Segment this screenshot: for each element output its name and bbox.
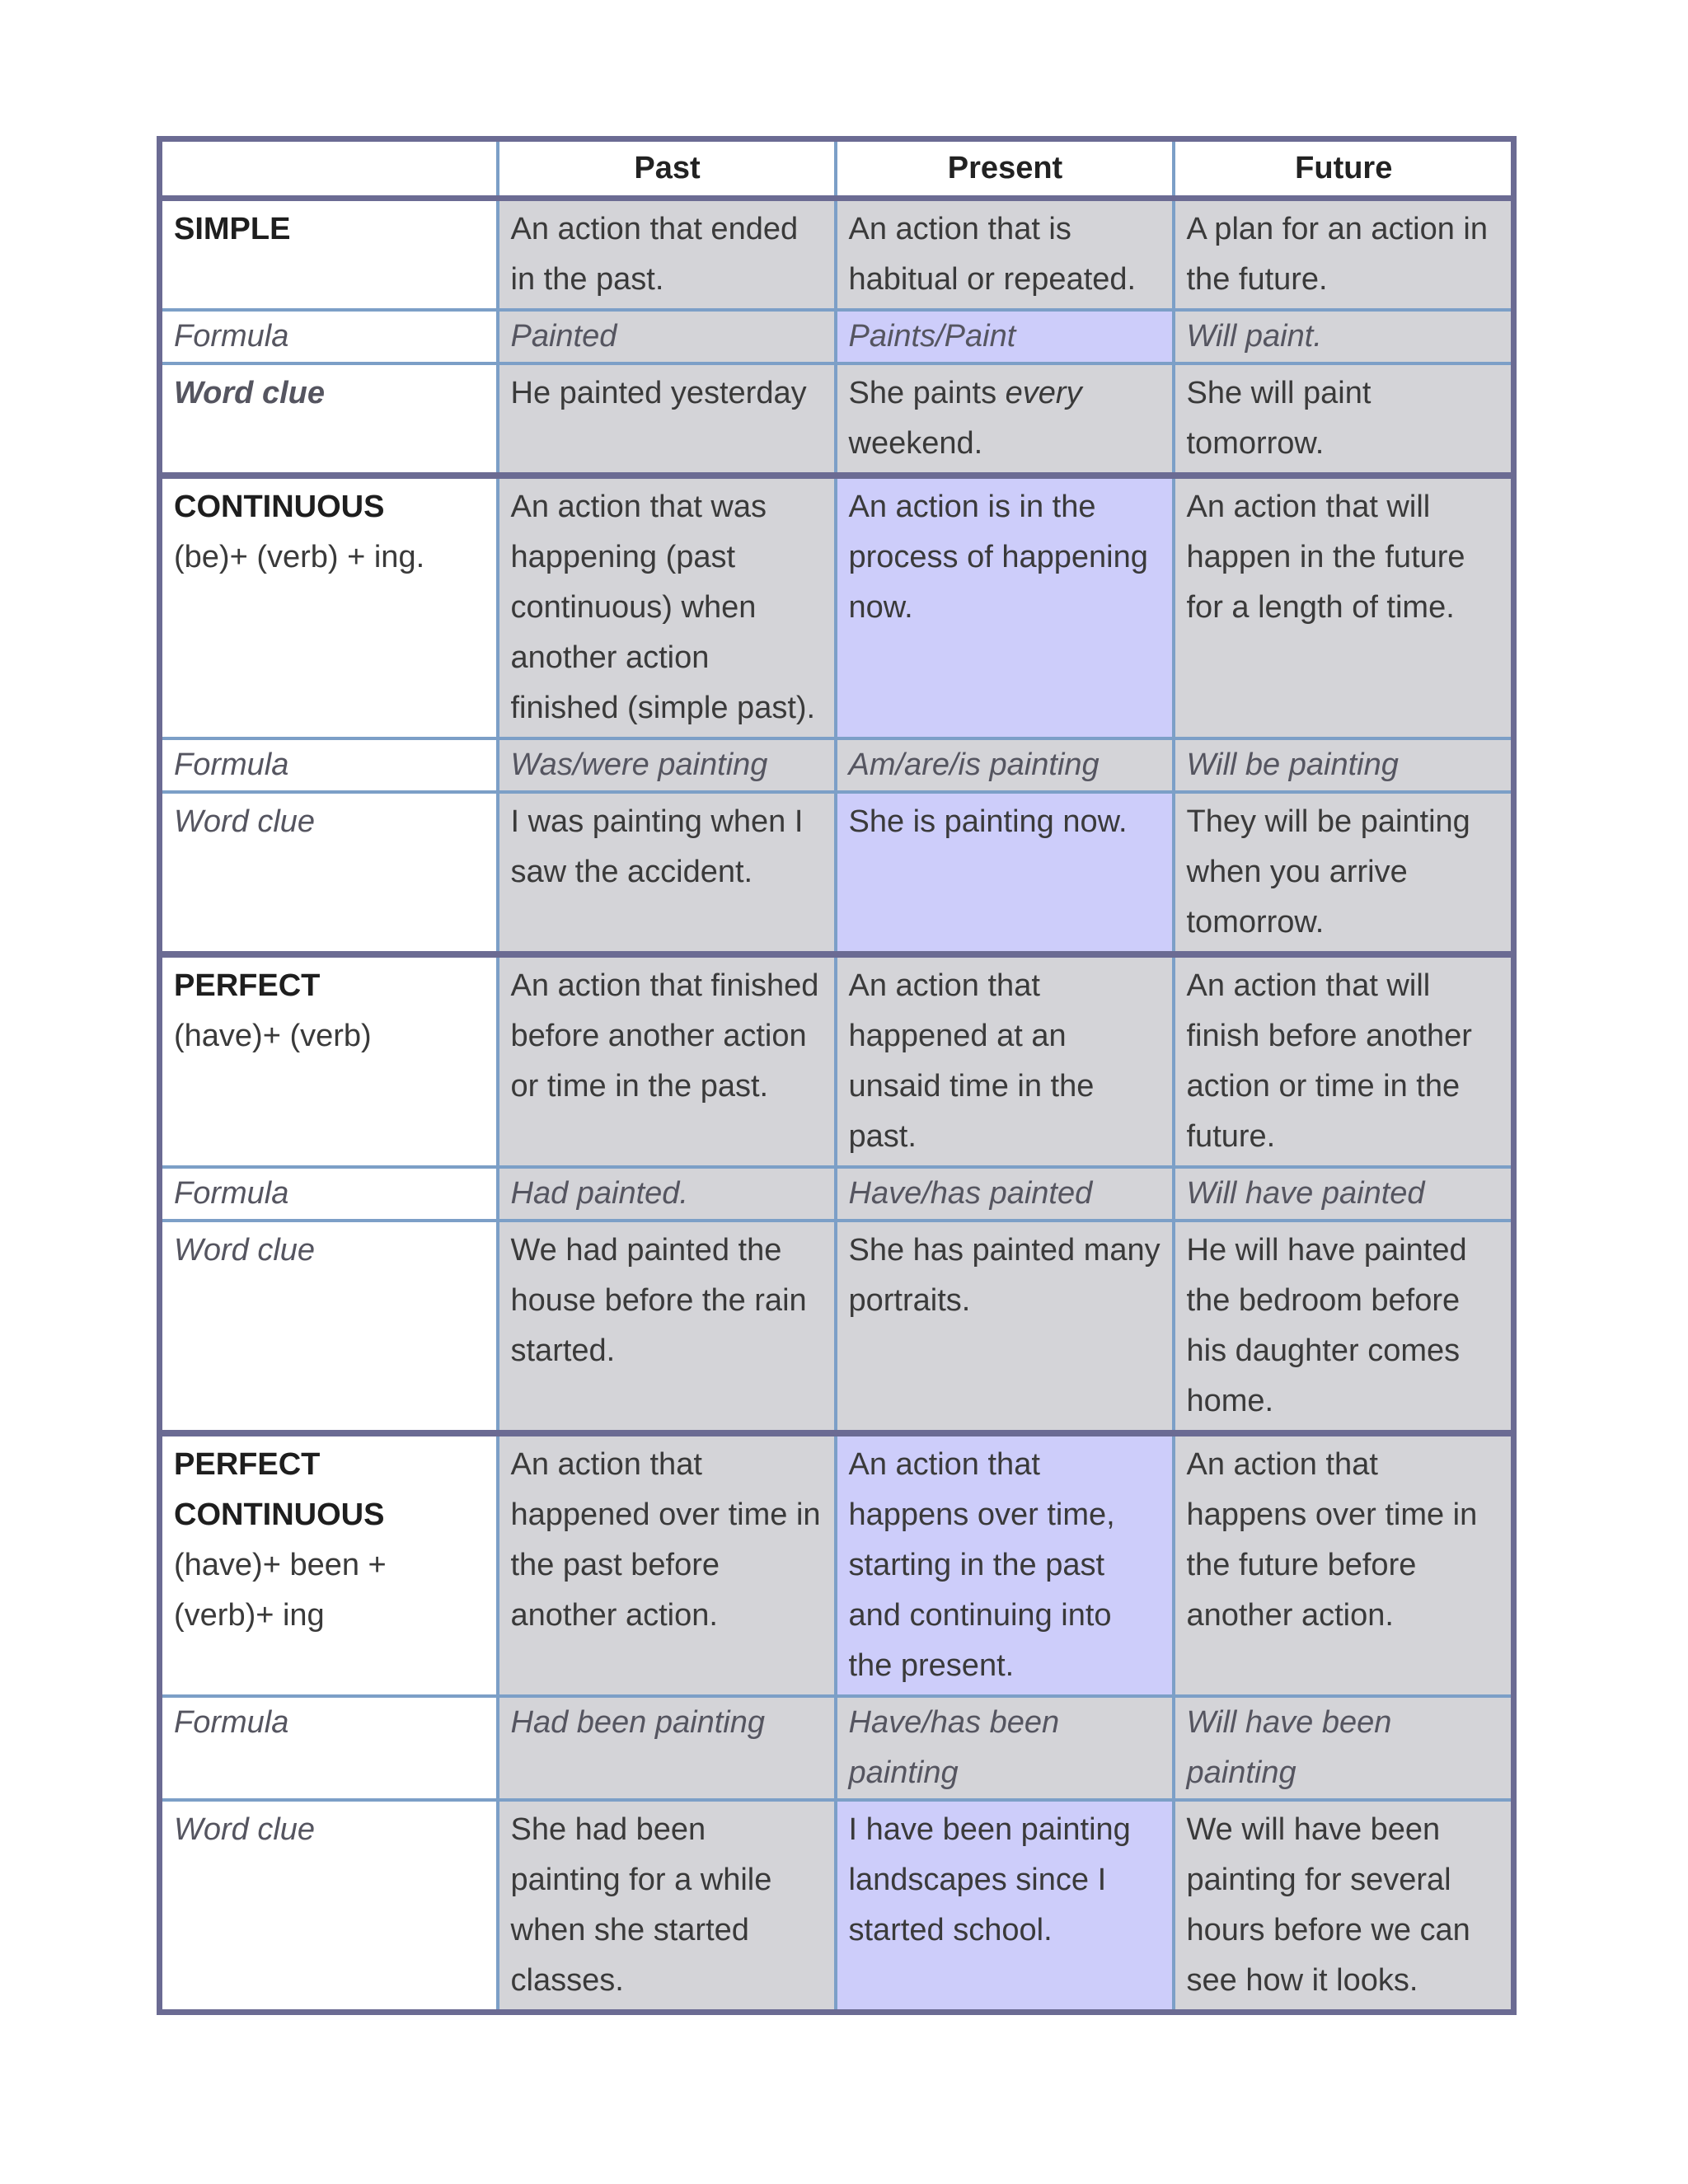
continuous-formula-label: Formula [160, 738, 498, 792]
simple-present-formula: Paints/Paint [836, 310, 1174, 363]
simple-present-clue-start: She paints [848, 376, 1006, 410]
simple-future-description: A plan for an action in the future. [1174, 199, 1514, 311]
simple-clue-row [160, 363, 1514, 476]
perfect-present-formula: Have/has painted [836, 1167, 1174, 1221]
continuous-past-description: An action that was happening (past continuous) when another action finished (simple past). [498, 476, 836, 738]
perfect-description-row [160, 954, 1514, 1167]
continuous-formula-row [160, 738, 1514, 792]
perfect-formula-row [160, 1167, 1514, 1221]
perfect-future-formula: Will have painted [1174, 1167, 1514, 1221]
continuous-present-clue: She is painting now. [836, 792, 1174, 954]
continuous-past-formula: Was/were painting [498, 738, 836, 792]
continuous-title: CONTINUOUS [174, 490, 385, 524]
simple-clue-label: Word clue [160, 363, 498, 476]
continuous-future-formula: Will be painting [1174, 738, 1514, 792]
perfect-continuous-future-description: An action that happens over time in the future before another action. [1174, 1433, 1514, 1696]
table-header [160, 139, 1514, 199]
header-corner [160, 139, 498, 199]
simple-present-clue-emphasis: every [1005, 376, 1082, 410]
perfect-past-clue: We had painted the house before the rain started. [498, 1221, 836, 1433]
continuous-present-description: An action is in the process of happening now. [836, 476, 1174, 738]
perfect-continuous-formula-label: Formula [160, 1696, 498, 1800]
continuous-clue-row [160, 792, 1514, 954]
simple-past-formula: Painted [498, 310, 836, 363]
continuous-present-formula: Am/are/is painting [836, 738, 1174, 792]
continuous-description-row [160, 476, 1514, 738]
perfect-continuous-present-description: An action that happens over time, starting in the past and continuing into the present. [836, 1433, 1174, 1696]
perfect-past-formula: Had painted. [498, 1167, 836, 1221]
perfect-future-description: An action that will finish before another action or time in the future. [1174, 954, 1514, 1167]
perfect-continuous-past-formula: Had been painting [498, 1696, 836, 1800]
simple-description-row [160, 199, 1514, 311]
simple-formula-row [160, 310, 1514, 363]
perfect-continuous-clue-label: Word clue [160, 1800, 498, 2013]
perfect-present-clue: She has painted many portraits. [836, 1221, 1174, 1433]
header-present: Present [836, 139, 1174, 199]
perfect-future-clue: He will have painted the bedroom before his daughter comes home. [1174, 1221, 1514, 1433]
perfect-continuous-title: PERFECT CONTINUOUS [174, 1447, 385, 1532]
perfect-present-description: An action that happened at an unsaid time in the past. [836, 954, 1174, 1167]
perfect-continuous-clue-row [160, 1800, 1514, 2013]
continuous-future-description: An action that will happen in the future for a length of time. [1174, 476, 1514, 738]
perfect-continuous-present-formula: Have/has been painting [836, 1696, 1174, 1800]
simple-title: SIMPLE [174, 212, 291, 246]
perfect-continuous-future-formula: Will have been painting [1174, 1696, 1514, 1800]
header-row [160, 139, 1514, 199]
simple-future-clue: She will paint tomorrow. [1174, 363, 1514, 476]
continuous-formula-hint: (be)+ (verb) + ing. [174, 540, 425, 574]
simple-formula-label: Formula [160, 310, 498, 363]
table-body [160, 199, 1514, 2013]
verb-tense-table [157, 136, 1517, 2015]
continuous-label-cell [160, 476, 498, 738]
perfect-continuous-present-clue: I have been painting landscapes since I started school. [836, 1800, 1174, 2013]
perfect-label-cell [160, 954, 498, 1167]
simple-present-description: An action that is habitual or repeated. [836, 199, 1174, 311]
simple-past-description: An action that ended in the past. [498, 199, 836, 311]
continuous-past-clue: I was painting when I saw the accident. [498, 792, 836, 954]
perfect-past-description: An action that finished before another action or time in the past. [498, 954, 836, 1167]
simple-present-clue [836, 363, 1174, 476]
perfect-formula-label: Formula [160, 1167, 498, 1221]
perfect-continuous-past-clue: She had been painting for a while when she started classes. [498, 1800, 836, 2013]
perfect-clue-row [160, 1221, 1514, 1433]
simple-future-formula: Will paint. [1174, 310, 1514, 363]
simple-present-clue-end: weekend. [848, 426, 983, 461]
perfect-continuous-label-cell [160, 1433, 498, 1696]
perfect-clue-label: Word clue [160, 1221, 498, 1433]
perfect-continuous-description-row [160, 1433, 1514, 1696]
continuous-clue-label: Word clue [160, 792, 498, 954]
header-past: Past [498, 139, 836, 199]
perfect-continuous-formula-hint: (have)+ been + (verb)+ ing [174, 1548, 387, 1633]
continuous-future-clue: They will be painting when you arrive tomorrow. [1174, 792, 1514, 954]
simple-past-clue: He painted yesterday [498, 363, 836, 476]
perfect-continuous-past-description: An action that happened over time in the past before another action. [498, 1433, 836, 1696]
perfect-formula-hint: (have)+ (verb) [174, 1019, 372, 1053]
simple-label-cell [160, 199, 498, 311]
perfect-title: PERFECT [174, 968, 321, 1003]
perfect-continuous-formula-row [160, 1696, 1514, 1800]
perfect-continuous-future-clue: We will have been painting for several hours before we can see how it looks. [1174, 1800, 1514, 2013]
header-future: Future [1174, 139, 1514, 199]
